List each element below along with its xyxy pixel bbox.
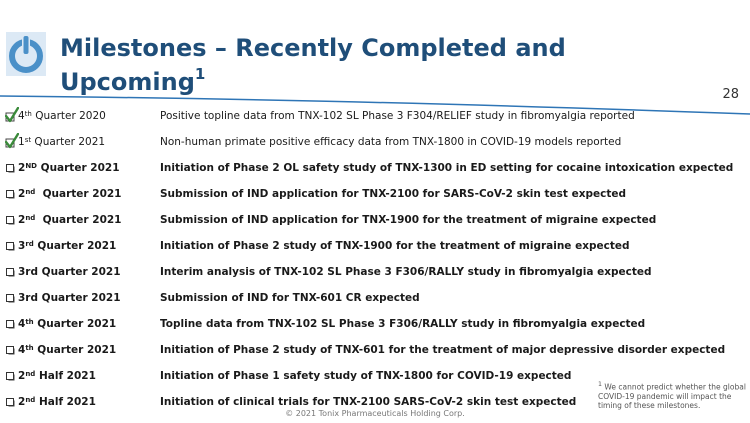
milestone-row	[0, 107, 750, 125]
milestone-description: Positive topline data from TNX-102 SL Phase 3 F304/RELIEF study in fibromyalgia reported	[160, 110, 635, 122]
milestone-timing-number: 2	[18, 396, 26, 408]
milestone-row	[0, 263, 750, 281]
milestone-timing-number: 3	[18, 240, 26, 252]
page-number: 28	[722, 87, 739, 102]
milestone-row	[0, 185, 750, 203]
milestone-timing	[18, 315, 116, 333]
milestone-timing-number: 1	[18, 136, 25, 148]
milestone-timing	[18, 107, 106, 125]
milestone-row	[0, 289, 750, 307]
milestone-timing-period: Quarter 2021	[31, 136, 106, 148]
milestone-timing	[18, 211, 122, 229]
check-icon	[5, 107, 19, 125]
milestone-timing-suffix: nd	[25, 370, 36, 378]
milestone-timing-period: Quarter 2021	[35, 214, 122, 226]
milestone-row	[0, 237, 750, 255]
checkbox-icon	[5, 367, 19, 385]
checkbox-icon	[5, 211, 19, 229]
milestone-timing	[18, 185, 122, 203]
milestone-description: Topline data from TNX-102 SL Phase 3 F306/RALLY study in fibromyalgia expected	[160, 318, 646, 330]
title-line-1: Milestones – Recently Completed and	[60, 34, 566, 62]
milestone-description: Interim analysis of TNX-102 SL Phase 3 F306/RALLY study in fibromyalgia expected	[160, 266, 652, 278]
milestone-timing-suffix: th	[24, 110, 32, 118]
milestone-timing-number: 4	[18, 318, 26, 330]
milestone-row	[0, 341, 750, 359]
milestone-timing-number: 3rd Quarter 2021	[18, 292, 121, 304]
milestone-timing-period: Quarter 2021	[35, 188, 122, 200]
checkbox-icon	[5, 263, 19, 281]
milestone-description: Submission of IND for TNX-601 CR expected	[160, 292, 420, 304]
milestone-timing	[18, 237, 116, 255]
milestone-timing-period: Half 2021	[35, 370, 96, 382]
checkbox-icon	[5, 237, 19, 255]
page-title	[60, 34, 566, 96]
milestone-description: Initiation of Phase 2 study of TNX-1900 for the treatment of migraine expected	[160, 240, 630, 252]
milestone-timing-number: 2	[18, 188, 26, 200]
milestone-timing-suffix: ND	[25, 162, 37, 170]
milestone-timing-period: Quarter 2021	[33, 344, 117, 356]
milestone-timing	[18, 159, 120, 177]
milestone-description: Submission of IND application for TNX-2100 for SARS-CoV-2 skin test expected	[160, 188, 627, 200]
checkbox-icon	[5, 185, 19, 203]
milestone-timing	[18, 341, 116, 359]
checkbox-icon	[5, 341, 19, 359]
milestone-timing-period: Half 2021	[35, 396, 96, 408]
footnote-marker: 1	[598, 381, 602, 388]
check-icon	[5, 133, 19, 151]
milestone-timing	[18, 367, 96, 385]
milestone-timing-number: 4	[18, 110, 25, 122]
milestone-timing-suffix: nd	[25, 214, 36, 222]
milestone-description: Submission of IND application for TNX-1900 for the treatment of migraine expected	[160, 214, 657, 226]
milestone-timing-suffix: rd	[25, 240, 34, 248]
checkbox-icon	[5, 159, 19, 177]
milestone-row	[0, 315, 750, 333]
title-line-2: Upcoming	[60, 68, 195, 96]
milestone-timing-number: 4	[18, 344, 26, 356]
milestone-timing	[18, 289, 121, 307]
footnote	[598, 380, 746, 410]
milestone-timing-number: 2	[18, 370, 26, 382]
milestone-timing-period: Quarter 2020	[31, 110, 106, 122]
milestone-timing-period: Quarter 2021	[33, 318, 117, 330]
milestone-row	[0, 133, 750, 151]
power-logo-icon	[6, 32, 46, 76]
copyright: © 2021 Tonix Pharmaceuticals Holding Corp.	[285, 409, 465, 418]
milestone-timing-suffix: th	[25, 318, 34, 326]
milestone-timing-suffix: nd	[25, 188, 36, 196]
milestone-timing-suffix: th	[25, 344, 34, 352]
milestone-timing-number: 3rd Quarter 2021	[18, 266, 121, 278]
milestone-row	[0, 211, 750, 229]
milestone-row	[0, 159, 750, 177]
milestone-timing	[18, 263, 121, 281]
milestone-description: Initiation of Phase 2 study of TNX-601 for the treatment of major depressive disorder expected	[160, 344, 726, 356]
title-footnote-marker: 1	[194, 65, 206, 83]
milestone-timing	[18, 133, 105, 151]
milestone-description: Initiation of Phase 1 safety study of TNX-1800 for COVID-19 expected	[160, 370, 572, 382]
milestone-timing-period: Quarter 2021	[33, 240, 117, 252]
milestone-timing-period: Quarter 2021	[36, 162, 120, 174]
checkbox-icon	[5, 315, 19, 333]
milestone-description: Initiation of clinical trials for TNX-2100 SARS-CoV-2 skin test expected	[160, 396, 577, 408]
checkbox-icon	[5, 289, 19, 307]
milestone-timing-number: 2	[18, 162, 26, 174]
footnote-text: We cannot predict whether the global COVID-19 pandemic will impact the timing of these milestones.	[598, 382, 746, 410]
milestone-description: Non-human primate positive efficacy data from TNX-1800 in COVID-19 models reported	[160, 136, 622, 148]
milestone-timing-number: 2	[18, 214, 26, 226]
milestone-timing-suffix: st	[24, 136, 32, 144]
milestone-description: Initiation of Phase 2 OL safety study of TNX-1300 in ED setting for cocaine intoxication expected	[160, 162, 734, 174]
milestone-timing-suffix: nd	[25, 396, 36, 404]
